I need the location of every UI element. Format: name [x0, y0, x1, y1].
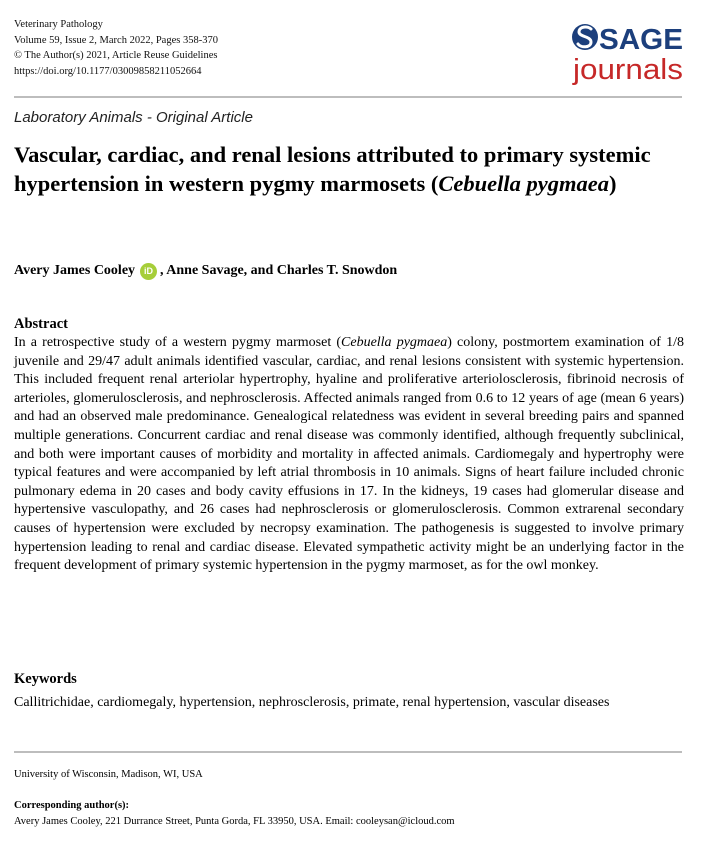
title-species: Cebuella pygmaea [438, 171, 609, 196]
keywords-heading: Keywords [14, 671, 77, 687]
keywords-list: Callitrichidae, cardiomegaly, hypertension, nephrosclerosis, primate, renal hypertension, vascular diseases [14, 695, 610, 710]
title-end: ) [608, 171, 617, 196]
orcid-icon[interactable]: iD [140, 263, 157, 280]
article-title [14, 140, 682, 198]
title-main: Vascular, cardiac, and renal lesions attributed to primary systemic hypertension in western pygmy marmosets ( [14, 142, 651, 196]
footer-divider [14, 751, 682, 753]
copyright-line[interactable]: © The Author(s) 2021, Article Reuse Guidelines [14, 50, 218, 61]
logo-line-2: journals [571, 54, 683, 86]
corresponding-author-details: Avery James Cooley, 221 Durrance Street, Punta Gorda, FL 33950, USA. Email: cooleysan@icloud.com [14, 816, 455, 827]
article-category: Laboratory Animals - Original Article [14, 109, 253, 126]
sage-journals-logo[interactable] [566, 14, 686, 86]
author-others[interactable]: , Anne Savage, and Charles T. Snowdon [160, 263, 398, 278]
journal-metadata [14, 17, 218, 79]
abstract-text-start: In a retrospective study of a western pygmy marmoset ( [14, 335, 342, 350]
doi-link[interactable]: https://doi.org/10.1177/03009858211052664 [14, 65, 202, 77]
sage-logo-icon [572, 24, 598, 50]
journal-name: Veterinary Pathology [14, 19, 103, 30]
volume-issue: Volume 59, Issue 2, March 2022, Pages 358-370 [14, 34, 218, 46]
logo-line-1: SAGE [599, 24, 683, 56]
header-divider [14, 96, 682, 98]
abstract-text [14, 334, 684, 576]
affiliation: University of Wisconsin, Madison, WI, USA [14, 769, 203, 780]
author-list [14, 261, 397, 281]
author-cooley[interactable]: Avery James Cooley [14, 263, 136, 278]
abstract-heading: Abstract [14, 316, 68, 332]
corresponding-author-heading: Corresponding author(s): [14, 800, 130, 811]
abstract-species: Cebuella pygmaea [341, 335, 448, 350]
abstract-text-rest: ) colony, postmortem examination of 1/8 juvenile and 29/47 adult animals identified vascular, cardiac, and renal lesions consistent with systemic hypertension. This included frequent renal arteriolar hypertrophy, hyaline and proliferative arteriolosclerosis, fibrinoid necrosis of arterioles, glomerulosclerosis, and nephrosclerosis. Affected animals ranged from 0.6 to 12 years of age (mean 6 years) and had an observed male predominance. Genealogical relatedness was evident in several breeding pairs and spanned multiple generations. Concurrent cardiac and renal disease was commonly identified, although frequently subclinical, and both were important causes of morbidity and mortality in affected animals. Cardiomegaly and hypertrophy were typical features and were accompanied by left atrial thrombosis in 10 animals. Signs of heart failure included chronic pulmonary edema in 20 cases and body cavity effusions in 17. In the kidneys, 19 cases had glomerular disease and hypertensive vasculopathy, and 26 cases had nephrosclerosis or glomerulosclerosis. Common extrarenal secondary causes of hypertension were excluded by necropsy examination. The pathogenesis is suggested to involve primary hypertension leading to renal and cardiac disease. Elevated sympathetic activity might be an underlying factor in the frequent development of primary systemic hypertension in the pygmy marmoset, as for the owl monkey. [14, 335, 684, 574]
